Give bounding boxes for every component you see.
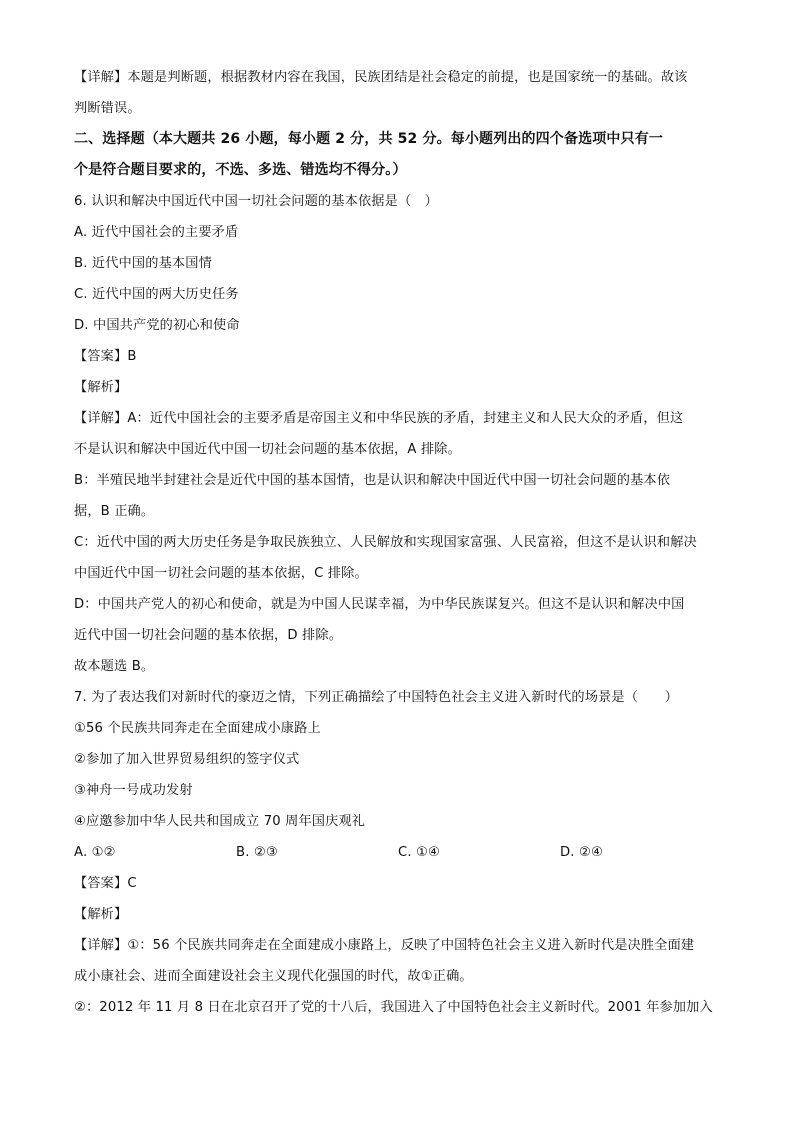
q7-option-c: C. ①④ — [398, 845, 440, 860]
text-line: 【详解】本题是判断题，根据教材内容在我国，民族团结是社会稳定的前提，也是国家统一的基础。故该 — [74, 70, 688, 85]
text-line: 中国近代中国一切社会问题的基本依据，C 排除。 — [74, 566, 368, 581]
text-line: ②参加了加入世界贸易组织的签字仪式 — [74, 752, 300, 767]
text-line: ②：2012 年 11 月 8 日在北京召开了党的十八后，我国进入了中国特色社会主义新时代。2001 年参加加入 — [74, 1000, 713, 1015]
text-line: ③神舟一号成功发射 — [74, 783, 193, 798]
text-line: 【解析】 — [74, 907, 128, 922]
q7-option-d: D. ②④ — [560, 845, 603, 860]
text-line: A. 近代中国社会的主要矛盾 — [74, 225, 239, 240]
text-line: 二、选择题（本大题共 26 小题，每小题 2 分，共 52 分。每小题列出的四个备选项中只有一 — [74, 131, 663, 147]
text-line: 个是符合题目要求的，不选、多选、错选均不得分。） — [74, 162, 407, 178]
text-line: ①56 个民族共同奔走在全面建成小康路上 — [74, 721, 321, 736]
text-line: B. 近代中国的基本国情 — [74, 256, 212, 271]
text-line: 近代中国一切社会问题的基本依据，D 排除。 — [74, 628, 343, 643]
text-line: 【答案】B — [74, 349, 137, 364]
q7-option-a: A. ①② — [74, 845, 116, 860]
q7-options — [74, 837, 734, 868]
text-line: 【解析】 — [74, 380, 128, 395]
text-line: D：中国共产党人的初心和使命，就是为中国人民谋幸福，为中华民族谋复兴。但这不是认识和解决中国 — [74, 597, 685, 612]
text-line: 判断错误。 — [74, 101, 141, 116]
text-line: 故本题选 B。 — [74, 659, 155, 674]
text-line: D. 中国共产党的初心和使命 — [74, 318, 240, 333]
text-line: 不是认识和解决中国近代中国一切社会问题的基本依据，A 排除。 — [74, 442, 461, 457]
text-line: 【答案】C — [74, 876, 137, 891]
text-line: C：近代中国的两大历史任务是争取民族独立、人民解放和实现国家富强、人民富裕，但这不是认识和解决 — [74, 535, 697, 550]
text-line: 6. 认识和解决中国近代中国一切社会问题的基本依据是（ ） — [74, 194, 438, 209]
text-line: 7. 为了表达我们对新时代的豪迈之情，下列正确描绘了中国特色社会主义进入新时代的场景是（ ） — [74, 690, 679, 705]
document-page — [74, 62, 734, 1023]
text-line: 【详解】①：56 个民族共同奔走在全面建成小康路上，反映了中国特色社会主义进入新时代是决胜全面建 — [74, 938, 695, 953]
text-line: B：半殖民地半封建社会是近代中国的基本国情，也是认识和解决中国近代中国一切社会问题的基本依 — [74, 473, 671, 488]
text-line: ④应邀参加中华人民共和国成立 70 周年国庆观礼 — [74, 814, 366, 829]
q7-option-b: B. ②③ — [236, 845, 278, 860]
text-line: 【详解】A：近代中国社会的主要矛盾是帝国主义和中华民族的矛盾，封建主义和人民大众的矛盾，但这 — [74, 411, 684, 426]
document-tail-lines — [74, 868, 734, 1023]
text-line: 成小康社会、进而全面建设社会主义现代化强国的时代，故①正确。 — [74, 969, 473, 984]
text-line: C. 近代中国的两大历史任务 — [74, 287, 239, 302]
document-lines — [74, 62, 734, 837]
text-line: 据，B 正确。 — [74, 504, 155, 519]
